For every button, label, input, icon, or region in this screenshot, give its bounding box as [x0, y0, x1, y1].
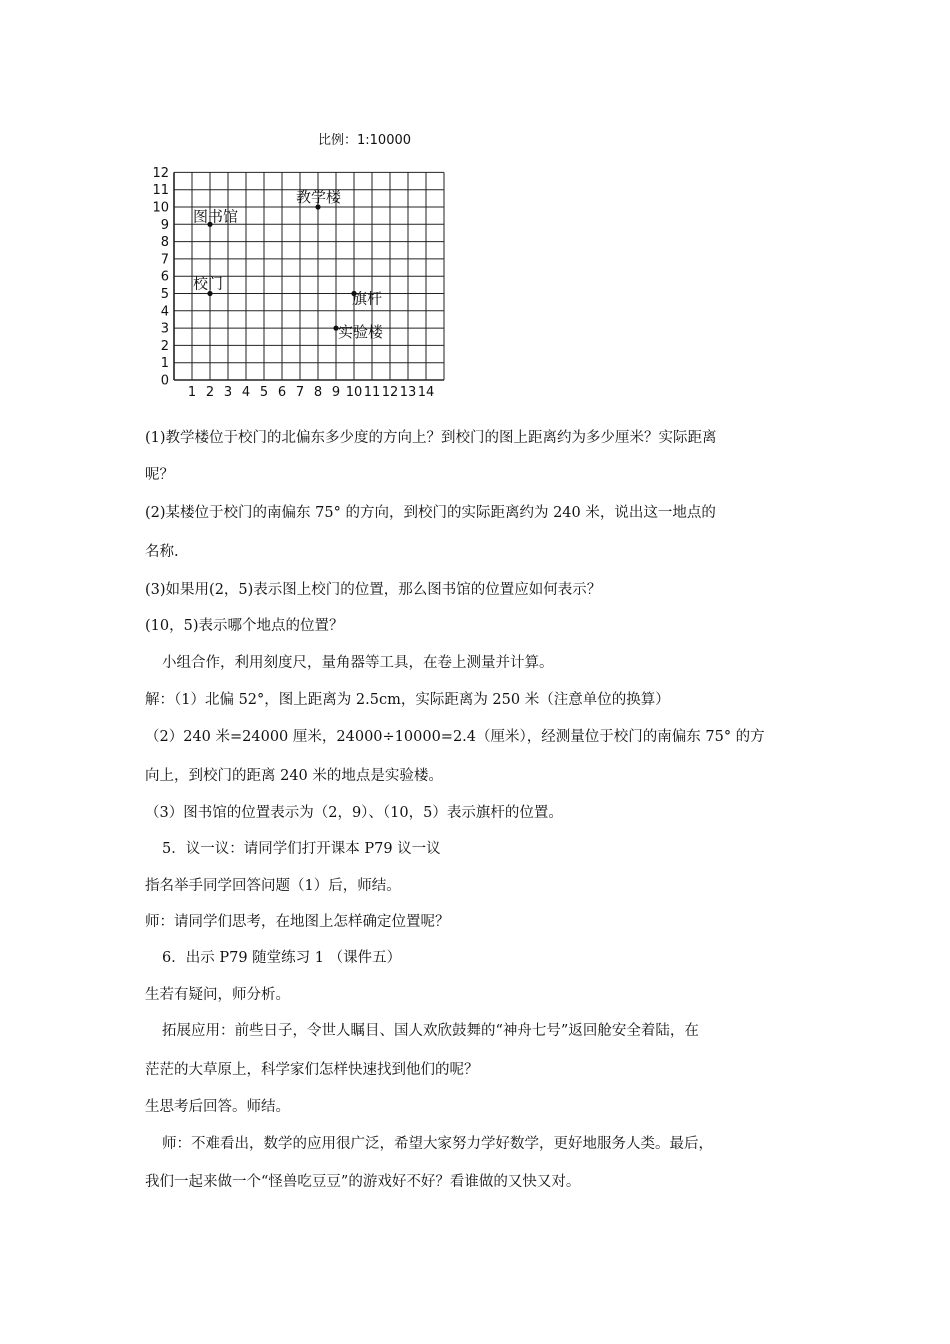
y-tick-label: 11: [152, 183, 169, 199]
y-tick-label: 2: [160, 338, 169, 354]
y-tick-label: 12: [152, 165, 169, 181]
y-tick-label: 4: [160, 304, 169, 320]
x-tick-label: 14: [417, 385, 435, 400]
x-tick-label: 9: [331, 385, 341, 400]
x-tick-label: 4: [241, 385, 251, 400]
y-tick-label: 10: [152, 200, 169, 216]
question-1-line-1: (1)教学楼位于校门的北偏东多少度的方向上？到校门的图上距离约为多少厘米？实际距离: [145, 430, 717, 446]
section-5-text-2: 师：请同学们思考，在地图上怎样确定位置呢？: [145, 914, 450, 930]
y-tick-label: 5: [160, 287, 169, 302]
answer-2-line-1: （2）240 米=24000 厘米，24000÷10000=2.4（厘米），经测量位于校门的南偏东 75° 的方: [145, 729, 765, 745]
point-label: 实验楼: [338, 323, 384, 342]
coordinate-map-figure: [140, 125, 450, 400]
y-tick-label: 3: [160, 321, 169, 337]
closing-line-2: 我们一起来做一个“怪兽吃豆豆”的游戏好不好？看谁做的又快又对。: [145, 1174, 581, 1190]
y-tick-label: 7: [160, 252, 169, 268]
answer-3: （3）图书馆的位置表示为（2，9）、（10，5）表示旗杆的位置。: [145, 805, 563, 821]
x-tick-label: 12: [381, 385, 399, 400]
answer-1: 解：（1）北偏 52°，图上距离为 2.5cm，实际距离为 250 米（注意单位的换算）: [145, 692, 670, 708]
x-tick-label: 3: [223, 385, 233, 400]
answer-2-line-2: 向上，到校门的距离 240 米的地点是实验楼。: [145, 768, 443, 784]
section-6-heading: 6．出示 P79 随堂练习 1 （课件五）: [162, 950, 402, 966]
x-tick-label: 7: [295, 385, 305, 400]
section-5-text-1: 指名举手同学回答问题（1）后，师结。: [145, 878, 401, 894]
extension-line-1: 拓展应用：前些日子，令世人瞩目、国人欢欣鼓舞的“神舟七号”返回舱安全着陆，在: [162, 1023, 699, 1039]
group-work-text: 小组合作，利用刻度尺，量角器等工具，在卷上测量并计算。: [162, 655, 554, 671]
x-tick-label: 6: [277, 385, 287, 400]
x-tick-label: 13: [399, 385, 417, 400]
question-3-line-2: (10，5)表示哪个地点的位置？: [145, 618, 344, 634]
question-2-line-1: (2)某楼位于校门的南偏东 75° 的方向，到校门的实际距离约为 240 米，说出这一地点的: [145, 505, 716, 521]
point-label: 教学楼: [296, 188, 342, 206]
extension-line-2: 茫茫的大草原上，科学家们怎样快速找到他们的呢？: [145, 1062, 479, 1078]
x-tick-label: 8: [313, 385, 323, 400]
point-label: 旗杆: [352, 289, 383, 308]
section-6-text: 生若有疑问，师分析。: [145, 987, 290, 1003]
question-2-line-2: 名称.: [145, 544, 179, 560]
x-tick-label: 5: [259, 385, 269, 400]
y-tick-label: 6: [160, 269, 169, 285]
question-1-line-2: 呢？: [145, 467, 174, 483]
y-tick-label: 9: [160, 217, 169, 233]
y-tick-label: 0: [160, 373, 169, 389]
x-tick-label: 11: [363, 385, 381, 400]
extension-response: 生思考后回答。师结。: [145, 1099, 290, 1115]
section-5-heading: 5．议一议：请同学们打开课本 P79 议一议: [162, 841, 441, 857]
y-tick-label: 1: [160, 356, 169, 372]
x-tick-label: 1: [187, 385, 197, 400]
x-tick-label: 2: [205, 385, 215, 400]
x-tick-label: 10: [345, 385, 363, 400]
question-3-line-1: (3)如果用(2，5)表示图上校门的位置，那么图书馆的位置应如何表示？: [145, 582, 602, 598]
point-label: 校门: [193, 274, 224, 293]
point-label: 图书馆: [193, 207, 239, 226]
scale-label: 比例：1:10000: [318, 133, 412, 148]
grid-map: [140, 125, 450, 400]
y-tick-label: 8: [160, 235, 169, 251]
closing-line-1: 师：不难看出，数学的应用很广泛，希望大家努力学好数学，更好地服务人类。最后，: [162, 1136, 713, 1152]
